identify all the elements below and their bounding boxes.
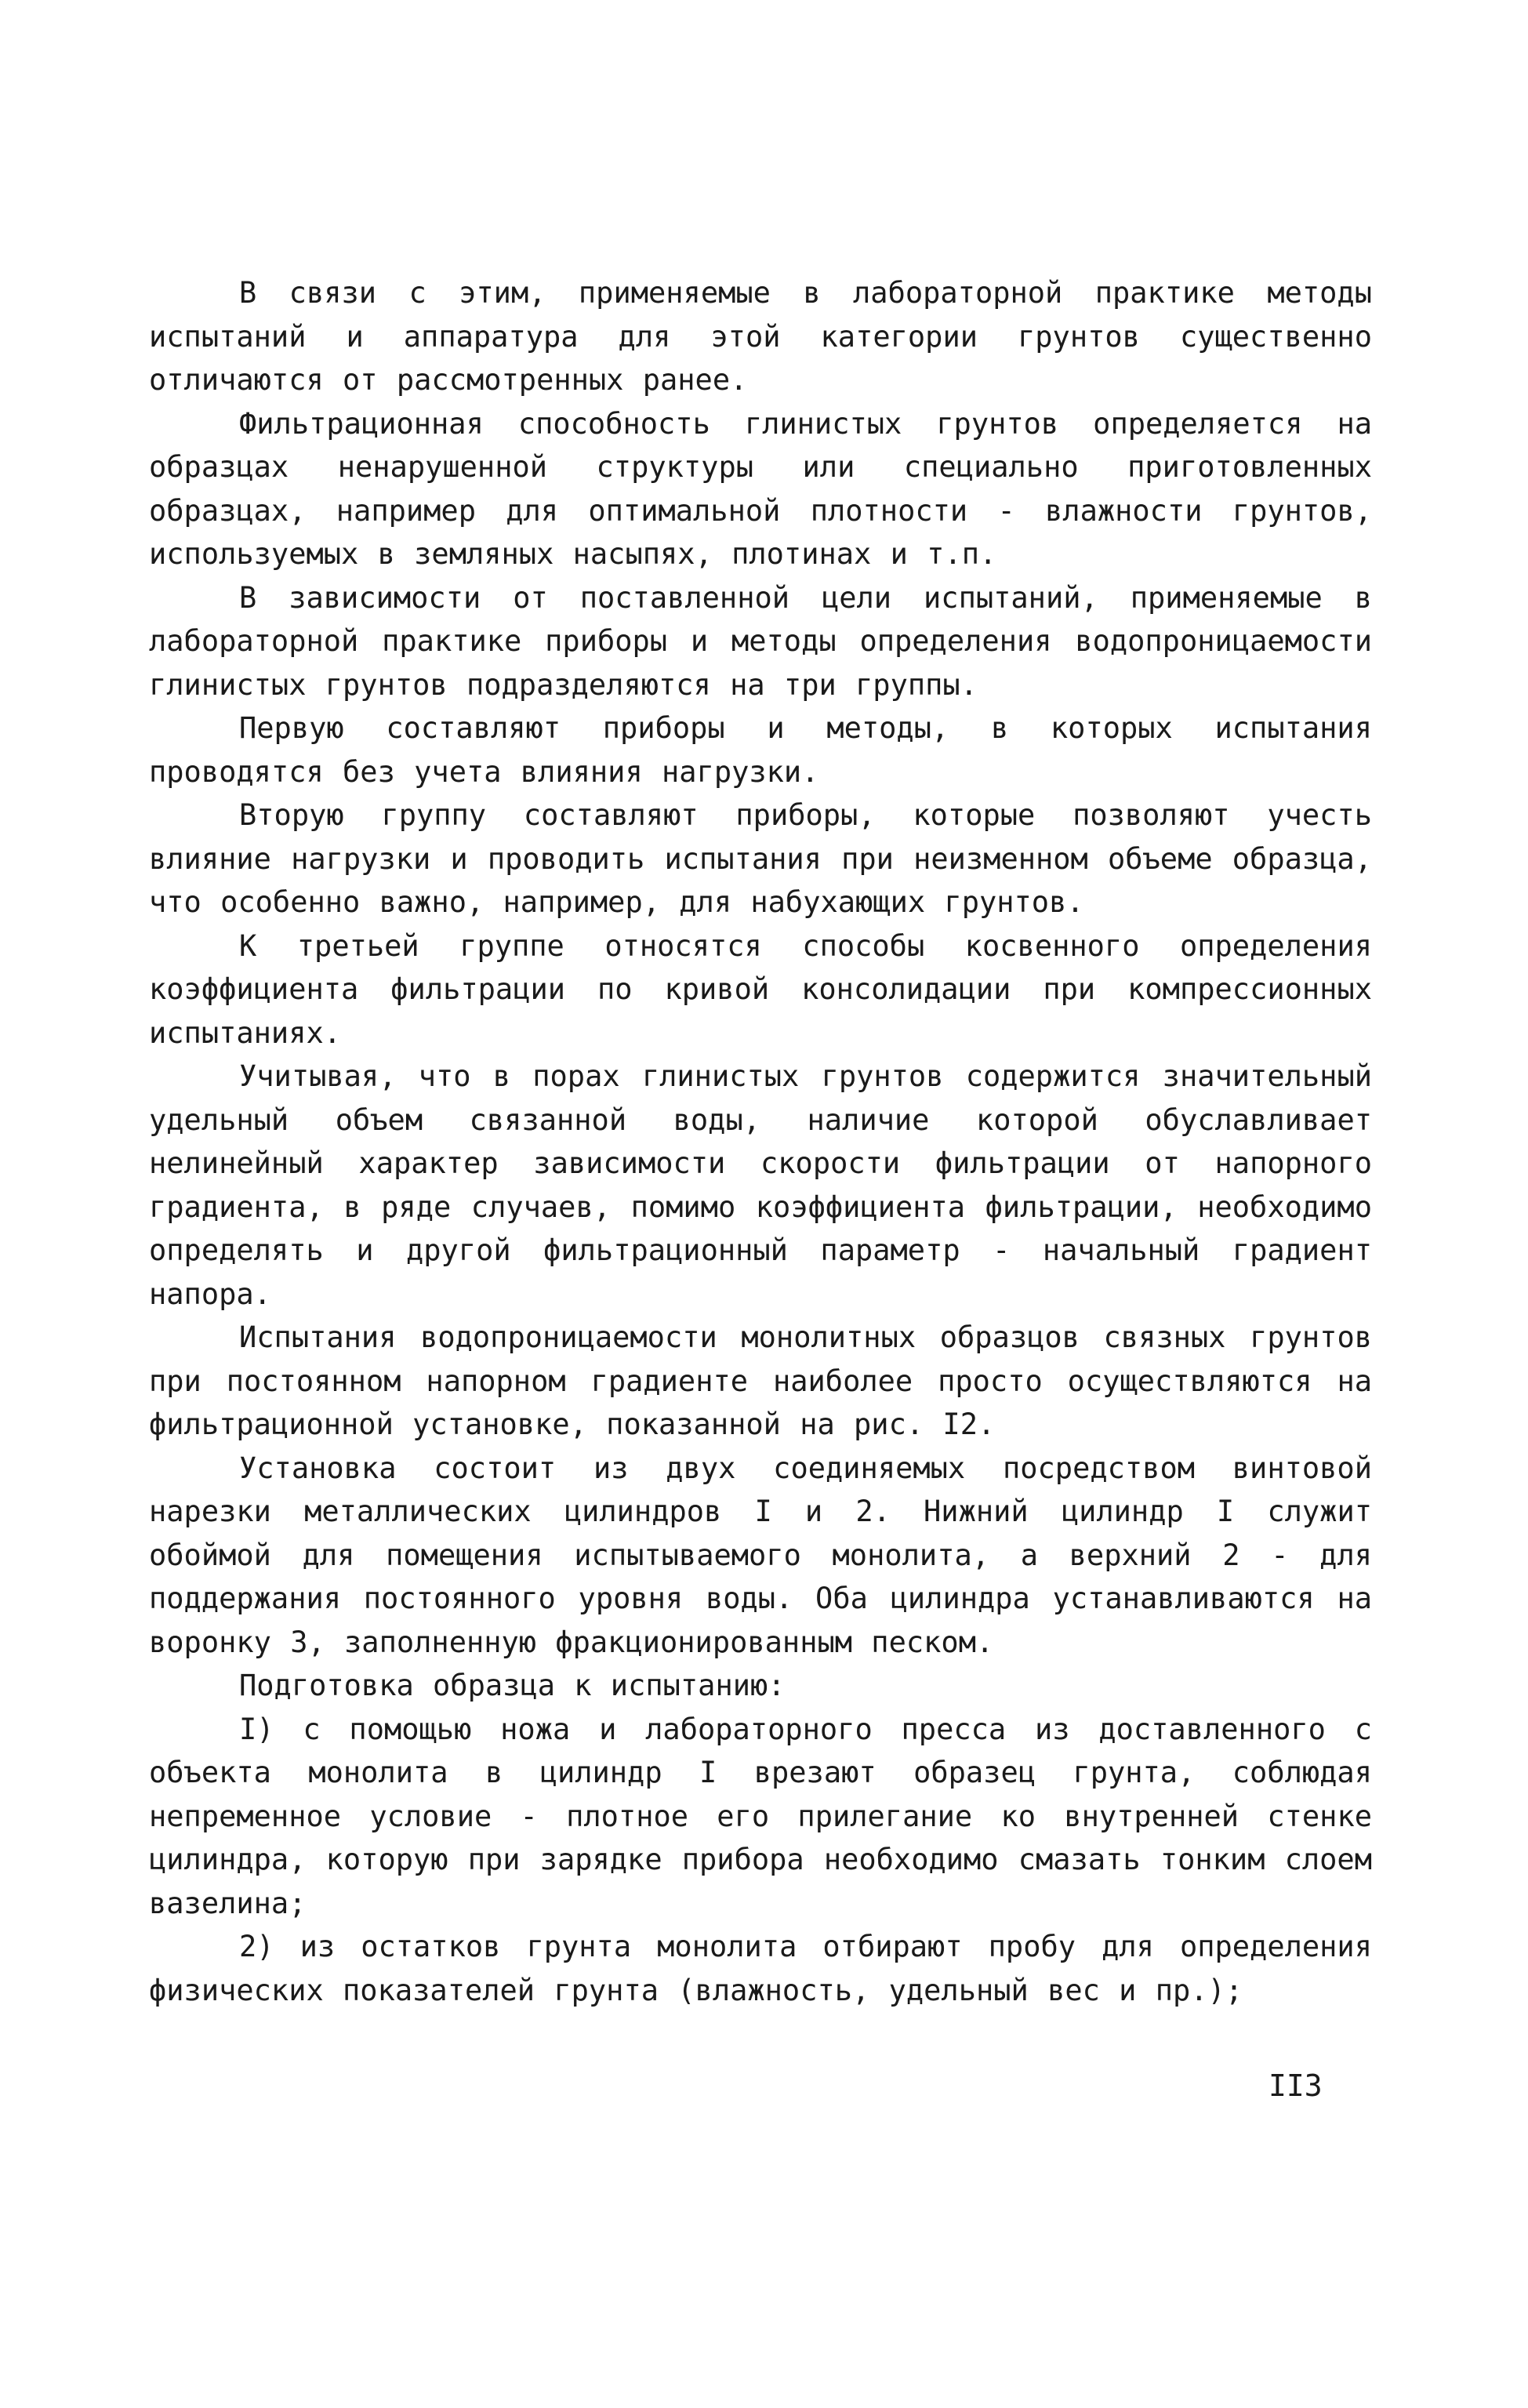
body-text <box>149 271 1372 2012</box>
list-item-1: I) с помощью ножа и лабораторного пресса из доставленного с объекта монолита в цилиндр I врезают образец грунта, соблюдая непременное условие - плотное его прилегание ко внутренней стенке цилиндра, которую при зарядке прибора необходимо смазать тонким слоем вазелина; <box>149 1712 1372 1920</box>
paragraph-1: В связи с этим, применяемые в лабораторной практике методы испытаний и аппаратура для этой категории грунтов существенно отличаются от рассмотренных ранее. <box>149 276 1372 397</box>
paragraph-10: Подготовка образца к испытанию: <box>239 1669 786 1702</box>
paragraph-6: К третьей группе относятся способы косвенного определения коэффициента фильтрации по кривой консолидации при компрессионных испытаниях. <box>149 928 1372 1050</box>
paragraph-9: Установка состоит из двух соединяемых посредством винтовой нарезки металлических цилиндров I и 2. Нижний цилиндр I служит обоймой для помещения испытываемого монолита, а верхний 2 - для поддержания постоянного уровня воды. Оба цилиндра устанавливаются на воронку 3, заполненную фракционированным песком. <box>149 1451 1372 1659</box>
list-item-2: 2) из остатков грунта монолита отбирают пробу для определения физических показателей грунта (влажность, удельный вес и пр.); <box>149 1930 1372 2007</box>
paragraph-2: Фильтрационная способность глинистых грунтов определяется на образцах ненарушенной структуры или специально приготовленных образцах, например для оптимальной плотности - влажности грунтов, используемых в земляных насыпях, плотинах и т.п. <box>149 406 1372 571</box>
paragraph-4: Первую составляют приборы и методы, в которых испытания проводятся без учета влияния нагрузки. <box>149 711 1372 789</box>
paragraph-8: Испытания водопроницаемости монолитных образцов связных грунтов при постоянном напорном градиенте наиболее просто осуществляются на фильтрационной установке, показанной на рис. I2. <box>149 1320 1372 1441</box>
paragraph-3: В зависимости от поставленной цели испытаний, применяемые в лабораторной практике приборы и методы определения водопроницаемости глинистых грунтов подразделяются на три группы. <box>149 580 1372 702</box>
paragraph-7: Учитывая, что в порах глинистых грунтов содержится значительный удельный объем связанной воды, наличие которой обуславливает нелинейный характер зависимости скорости фильтрации от напорного градиента, в ряде случаев, помимо коэффициента фильтрации, необходимо определять и другой фильтрационный параметр - начальный градиент напора. <box>149 1059 1372 1311</box>
paragraph-5: Вторую группу составляют приборы, которые позволяют учесть влияние нагрузки и проводить испытания при неизменном объеме образца, что особенно важно, например, для набухающих грунтов. <box>149 798 1372 919</box>
page-number: II3 <box>1268 2068 1323 2103</box>
